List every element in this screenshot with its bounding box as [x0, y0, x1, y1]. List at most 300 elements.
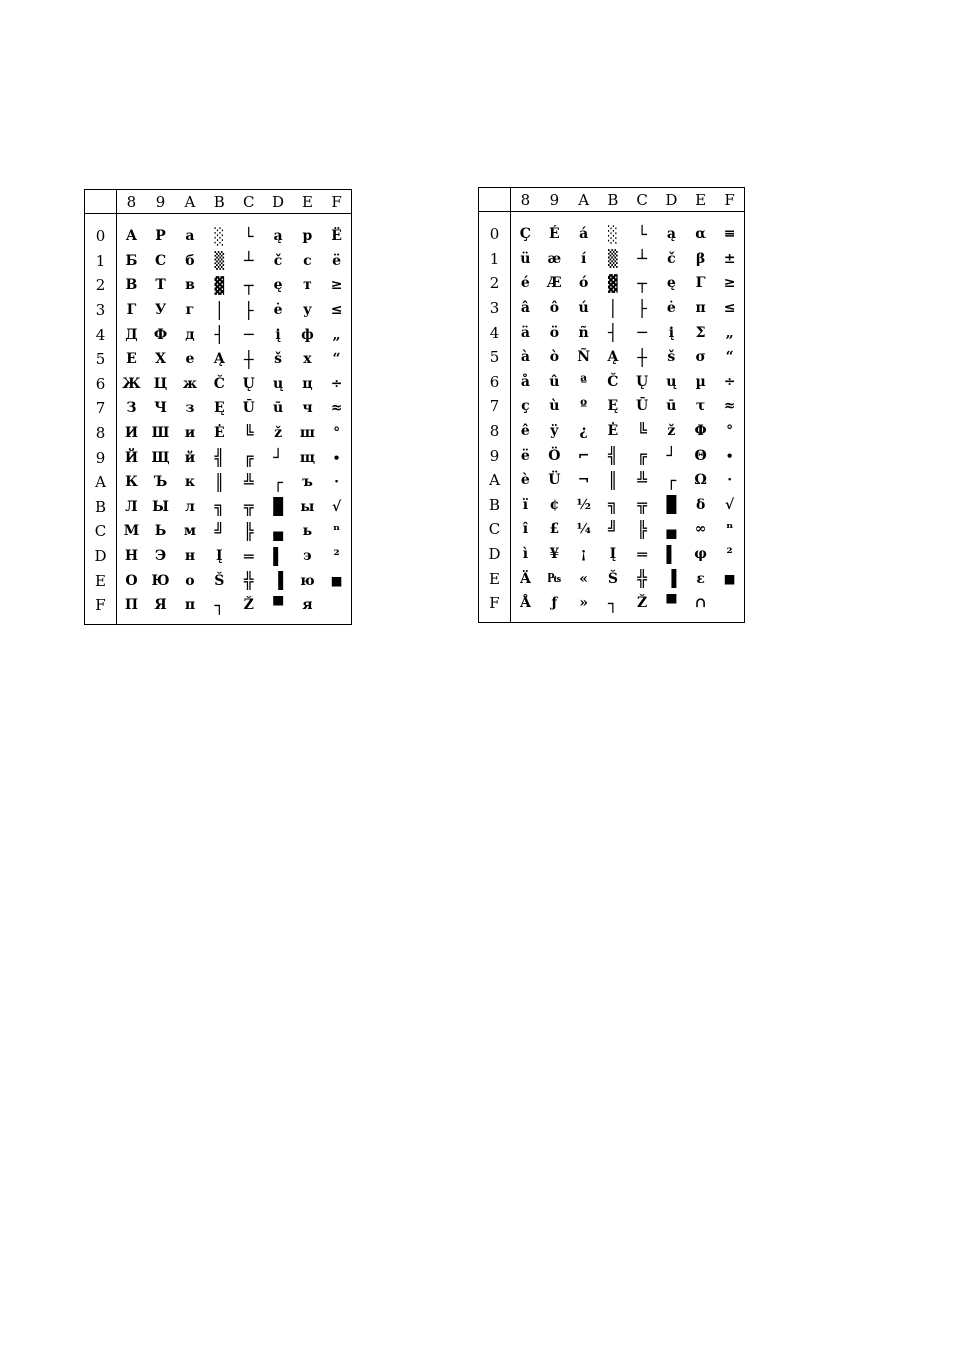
char-cell: │ [214, 300, 225, 320]
char-cell: Γ [695, 275, 706, 292]
char-cell: ▌ [666, 544, 677, 564]
char-cell: У [154, 302, 167, 319]
char-cell: ± [723, 250, 736, 267]
char-cell: ┼ [637, 347, 647, 367]
char-cell: · [334, 474, 339, 491]
char-cell: Ž [243, 597, 254, 614]
char-cell: ą [273, 228, 283, 245]
char-cell: я [302, 597, 313, 614]
char-cell: Г [126, 302, 137, 319]
char-cell: ñ [578, 324, 589, 341]
char-cell: ▒ [608, 249, 618, 269]
char-cell: А [125, 228, 138, 245]
char-cell: š [667, 349, 676, 366]
char-cell: ž [667, 423, 676, 440]
char-cell: ё [332, 252, 342, 269]
char-cell: └ [637, 224, 647, 244]
char-cell: ц [302, 375, 313, 392]
char-cell: Φ [694, 423, 707, 440]
char-cell: К [125, 474, 138, 491]
char-cell: ÿ [550, 423, 559, 440]
char-cell [715, 591, 744, 622]
char-cell: Ю [151, 572, 170, 589]
char-cell: ю [300, 572, 315, 589]
char-cell: З [126, 400, 137, 417]
char-cell: ▐ [273, 571, 283, 591]
char-cell: ├ [637, 298, 647, 318]
char-cell: ª [580, 373, 588, 390]
char-cell: ū [272, 400, 284, 417]
char-cell: Š [214, 572, 225, 589]
row-header: 7 [479, 394, 511, 419]
table-row [479, 566, 745, 591]
char-cell: Ä [519, 570, 531, 587]
table-row [479, 517, 745, 542]
char-cell: ┼ [243, 349, 254, 369]
corner-cell [479, 188, 511, 212]
char-cell: · [727, 472, 733, 489]
char-cell: í [580, 250, 587, 267]
row-header: D [479, 542, 511, 567]
char-cell: ╝ [608, 519, 618, 539]
char-cell: ₧ [547, 570, 562, 587]
char-cell: з [185, 400, 195, 417]
char-cell: ¿ [579, 423, 588, 440]
row-header: 4 [85, 322, 117, 347]
char-cell: ⁿ [332, 523, 341, 540]
char-cell: β [695, 250, 706, 267]
table-row [479, 493, 745, 518]
char-cell: ≈ [723, 398, 736, 415]
char-cell: ∩ [694, 595, 707, 612]
char-cell: Æ [547, 275, 562, 292]
char-cell: ╬ [637, 569, 647, 589]
char-cell: √ [725, 496, 735, 513]
char-cell: Ё [331, 228, 342, 245]
char-cell: ▐ [666, 569, 677, 589]
char-cell: î [522, 521, 529, 538]
char-cell: š [274, 351, 282, 368]
table-row [479, 320, 745, 345]
char-cell: ë [520, 447, 530, 464]
char-cell: æ [547, 250, 562, 267]
char-cell: с [303, 252, 312, 269]
char-cell: О [125, 572, 138, 589]
char-cell: ¡ [580, 546, 587, 563]
char-cell: č [667, 250, 676, 267]
char-cell: ╔ [637, 446, 647, 466]
char-cell: ę [273, 277, 283, 294]
char-cell: ╣ [214, 448, 225, 468]
char-cell: В [125, 277, 138, 294]
char-cell: ü [520, 250, 531, 267]
char-cell: Р [155, 228, 166, 245]
char-cell: ┐ [214, 595, 225, 615]
row-header: 9 [85, 445, 117, 470]
table-row [85, 214, 352, 249]
char-cell: Ü [548, 472, 561, 489]
row-header: 2 [85, 273, 117, 298]
char-cell: е [185, 351, 195, 368]
char-cell: δ [695, 496, 706, 513]
char-cell: ╗ [214, 497, 225, 517]
char-cell: ┴ [637, 249, 647, 269]
row-header: A [85, 470, 117, 495]
row-header: 6 [85, 372, 117, 397]
char-cell: ┌ [666, 470, 677, 490]
latin-code-table [478, 187, 745, 623]
char-cell: Č [607, 373, 619, 390]
char-cell: │ [608, 298, 618, 318]
char-cell: » [579, 595, 588, 612]
row-header: 1 [479, 247, 511, 272]
table-row [85, 593, 352, 624]
char-cell: Ę [213, 400, 225, 417]
char-cell: э [303, 548, 312, 565]
char-cell: č [273, 252, 283, 269]
char-cell: ▒ [214, 251, 225, 271]
table-row [479, 296, 745, 321]
char-cell: ╩ [243, 472, 254, 492]
column-header: D [657, 188, 686, 212]
row-header: 5 [85, 347, 117, 372]
row-header: 8 [479, 419, 511, 444]
char-cell: √ [331, 498, 342, 515]
column-header: F [715, 188, 744, 212]
char-cell: Ç [519, 226, 531, 243]
char-cell: й [184, 449, 196, 466]
char-cell: ш [299, 425, 315, 442]
char-cell: ▀ [666, 593, 677, 613]
row-header: C [479, 517, 511, 542]
table-row [85, 495, 352, 520]
char-cell: М [123, 523, 140, 540]
char-cell: Я [154, 597, 167, 614]
char-cell: Х [155, 351, 166, 368]
char-cell: Š [607, 570, 618, 587]
char-cell: Č [213, 375, 225, 392]
char-cell: С [154, 252, 167, 269]
char-cell: ≈ [330, 400, 343, 417]
table-row [85, 273, 352, 298]
table-row [479, 271, 745, 296]
char-cell: т [303, 277, 312, 294]
char-cell: ≤ [330, 302, 343, 319]
char-cell: Щ [151, 449, 170, 466]
char-cell: Ė [213, 425, 225, 442]
table-row [85, 544, 352, 569]
char-cell: █ [273, 497, 283, 517]
column-header: B [205, 190, 234, 214]
char-cell: Å [519, 595, 531, 612]
char-cell: Ą [607, 349, 619, 366]
char-cell: и [184, 425, 196, 442]
char-cell: £ [549, 521, 560, 538]
char-cell: ╠ [243, 521, 254, 541]
char-cell: Ą [213, 351, 225, 368]
char-cell: “ [725, 349, 734, 366]
char-cell: ▄ [273, 521, 283, 541]
char-cell: Ф [153, 326, 168, 343]
char-cell: į [668, 324, 675, 341]
table-row [85, 347, 352, 372]
char-cell: ì [522, 546, 529, 563]
char-cell: Ų [636, 373, 649, 390]
char-cell: ┤ [608, 323, 618, 343]
char-cell: щ [299, 449, 316, 466]
char-cell: И [124, 425, 139, 442]
char-cell: ┬ [637, 273, 647, 293]
char-cell: к [184, 474, 195, 491]
char-cell: ƒ [551, 595, 558, 612]
char-cell: ъ [302, 474, 313, 491]
table-row [85, 372, 352, 397]
char-cell: ╠ [637, 519, 647, 539]
char-cell: ─ [637, 323, 647, 343]
char-cell: Ñ [577, 349, 591, 366]
char-cell: ░ [608, 224, 618, 244]
char-cell: ū [666, 398, 677, 415]
row-header: 0 [85, 214, 117, 249]
table-row [85, 519, 352, 544]
char-cell: ┐ [608, 593, 618, 613]
char-cell: ⌐ [577, 447, 590, 464]
char-cell: ≥ [330, 277, 343, 294]
table-row [85, 322, 352, 347]
char-cell: ¥ [549, 546, 560, 563]
char-cell: п [184, 597, 196, 614]
char-cell: µ [695, 373, 706, 390]
char-cell: Ū [636, 398, 649, 415]
char-cell [322, 593, 351, 624]
char-cell: ų [666, 373, 677, 390]
char-cell: у [302, 302, 312, 319]
char-cell: α [695, 226, 707, 243]
char-cell: ж [182, 375, 197, 392]
column-header: E [293, 190, 322, 214]
char-cell: Ę [607, 398, 619, 415]
char-cell: ê [520, 423, 530, 440]
char-cell: Ы [152, 498, 169, 515]
char-cell: ═ [243, 546, 254, 566]
char-cell: █ [666, 495, 677, 515]
char-cell: “ [332, 351, 341, 368]
row-header: 5 [479, 345, 511, 370]
column-header: 9 [146, 190, 175, 214]
char-cell: ò [549, 349, 560, 366]
cyrillic-code-table [84, 189, 352, 625]
row-header: 1 [85, 249, 117, 274]
char-cell: ù [549, 398, 560, 415]
char-cell: ┘ [666, 446, 677, 466]
char-cell: ╔ [243, 448, 254, 468]
char-cell: Į [609, 546, 617, 563]
char-cell: Ц [153, 375, 168, 392]
char-cell: ½ [576, 496, 591, 513]
char-cell: „ [725, 324, 734, 341]
char-cell: Ь [154, 523, 167, 540]
table-row [479, 419, 745, 444]
char-cell: Σ [695, 324, 706, 341]
char-cell: Е [126, 351, 137, 368]
char-cell: ¼ [576, 521, 591, 538]
char-cell: ę [666, 275, 676, 292]
row-header: D [85, 544, 117, 569]
char-cell: ² [333, 548, 340, 565]
char-cell: é [520, 275, 530, 292]
char-cell: ║ [608, 470, 618, 490]
char-cell: φ [694, 546, 707, 563]
row-header: 0 [479, 212, 511, 247]
char-cell: Д [125, 326, 138, 343]
char-cell: Э [154, 548, 167, 565]
char-cell: Ū [242, 400, 255, 417]
char-cell: ó [578, 275, 589, 292]
char-cell: à [520, 349, 530, 366]
char-cell: х [303, 351, 312, 368]
char-cell: ╬ [243, 571, 254, 591]
char-cell: ┌ [273, 472, 283, 492]
char-cell: Ė [607, 423, 619, 440]
char-cell: м [183, 523, 197, 540]
char-cell: ų [272, 375, 284, 392]
table-row [85, 568, 352, 593]
char-cell: å [520, 373, 530, 390]
char-cell: ╗ [608, 495, 618, 515]
column-header: 9 [540, 188, 569, 212]
table-row [479, 345, 745, 370]
table-row [479, 212, 745, 247]
char-cell: ė [273, 302, 283, 319]
char-cell: ¬ [577, 472, 590, 489]
char-cell: Й [124, 449, 139, 466]
row-header: F [479, 591, 511, 622]
char-cell: į [275, 326, 281, 343]
char-cell: └ [243, 226, 254, 246]
char-cell: á [579, 226, 589, 243]
row-header: 4 [479, 320, 511, 345]
row-header: 8 [85, 421, 117, 446]
char-cell: ╚ [637, 421, 647, 441]
corner-cell [85, 190, 117, 214]
char-cell: ┬ [243, 275, 254, 295]
char-cell: Ш [151, 425, 170, 442]
char-cell: Ö [548, 447, 561, 464]
char-cell: ▌ [273, 546, 283, 566]
column-header: C [628, 188, 657, 212]
char-cell: ï [522, 496, 529, 513]
char-cell: ∙ [725, 447, 734, 464]
char-cell: ■ [724, 569, 735, 589]
column-header: B [598, 188, 627, 212]
char-cell: ├ [243, 300, 254, 320]
char-cell: ╣ [608, 446, 618, 466]
header-row [85, 190, 352, 214]
char-cell: ∙ [332, 449, 341, 466]
char-cell: ú [578, 300, 589, 317]
column-header: E [686, 188, 715, 212]
char-cell: „ [332, 326, 341, 343]
row-header: 6 [479, 370, 511, 395]
char-cell: º [580, 398, 588, 415]
char-cell: ╝ [214, 521, 225, 541]
char-cell: в [185, 277, 195, 294]
column-header: 8 [117, 190, 146, 214]
char-cell: ┘ [273, 448, 283, 468]
row-header: B [479, 493, 511, 518]
char-cell: è [520, 472, 530, 489]
char-cell: Ъ [153, 474, 168, 491]
row-header: C [85, 519, 117, 544]
char-cell: Н [124, 548, 139, 565]
char-cell: ═ [637, 544, 647, 564]
column-header: 8 [511, 188, 540, 212]
char-cell: р [302, 228, 313, 245]
table-row [479, 468, 745, 493]
char-cell: ε [696, 570, 705, 587]
row-header: A [479, 468, 511, 493]
char-cell: ≥ [723, 275, 736, 292]
char-cell: Θ [694, 447, 707, 464]
char-cell: ╩ [637, 470, 647, 490]
char-cell: г [185, 302, 195, 319]
header-row [479, 188, 745, 212]
char-cell: Ž [637, 595, 648, 612]
table-row [85, 298, 352, 323]
table-row [479, 394, 745, 419]
char-cell: ┴ [243, 251, 254, 271]
char-cell: ▄ [666, 519, 677, 539]
char-cell: Ω [694, 472, 707, 489]
char-cell: ė [666, 300, 676, 317]
char-cell: â [520, 300, 530, 317]
char-cell: ы [300, 498, 315, 515]
column-header: F [322, 190, 351, 214]
char-cell: П [124, 597, 139, 614]
char-cell: Т [155, 277, 166, 294]
table-row [85, 470, 352, 495]
char-cell: л [185, 498, 195, 515]
char-cell: ┤ [214, 325, 225, 345]
char-cell: ç [521, 398, 530, 415]
char-cell: н [184, 548, 196, 565]
table-row [85, 445, 352, 470]
char-cell: Į [216, 548, 223, 565]
char-cell: ° [726, 423, 734, 440]
char-cell: ° [333, 425, 341, 442]
char-cell: Б [125, 252, 138, 269]
char-cell: ▓ [214, 275, 225, 295]
row-header: B [85, 495, 117, 520]
table-row [85, 249, 352, 274]
table-row [479, 591, 745, 622]
char-cell: ÷ [330, 375, 343, 392]
char-cell: ╚ [243, 423, 254, 443]
char-cell: Ч [154, 400, 167, 417]
char-cell: а [185, 228, 195, 245]
char-cell: π [695, 300, 706, 317]
table-row [85, 421, 352, 446]
char-cell: ≡ [723, 226, 736, 243]
char-cell: ч [302, 400, 313, 417]
char-cell: ž [274, 425, 283, 442]
char-cell: σ [695, 349, 706, 366]
char-cell: Л [125, 498, 138, 515]
row-header: 7 [85, 396, 117, 421]
char-cell: τ [695, 398, 706, 415]
char-cell: б [185, 252, 195, 269]
char-cell: ⁿ [725, 521, 734, 538]
